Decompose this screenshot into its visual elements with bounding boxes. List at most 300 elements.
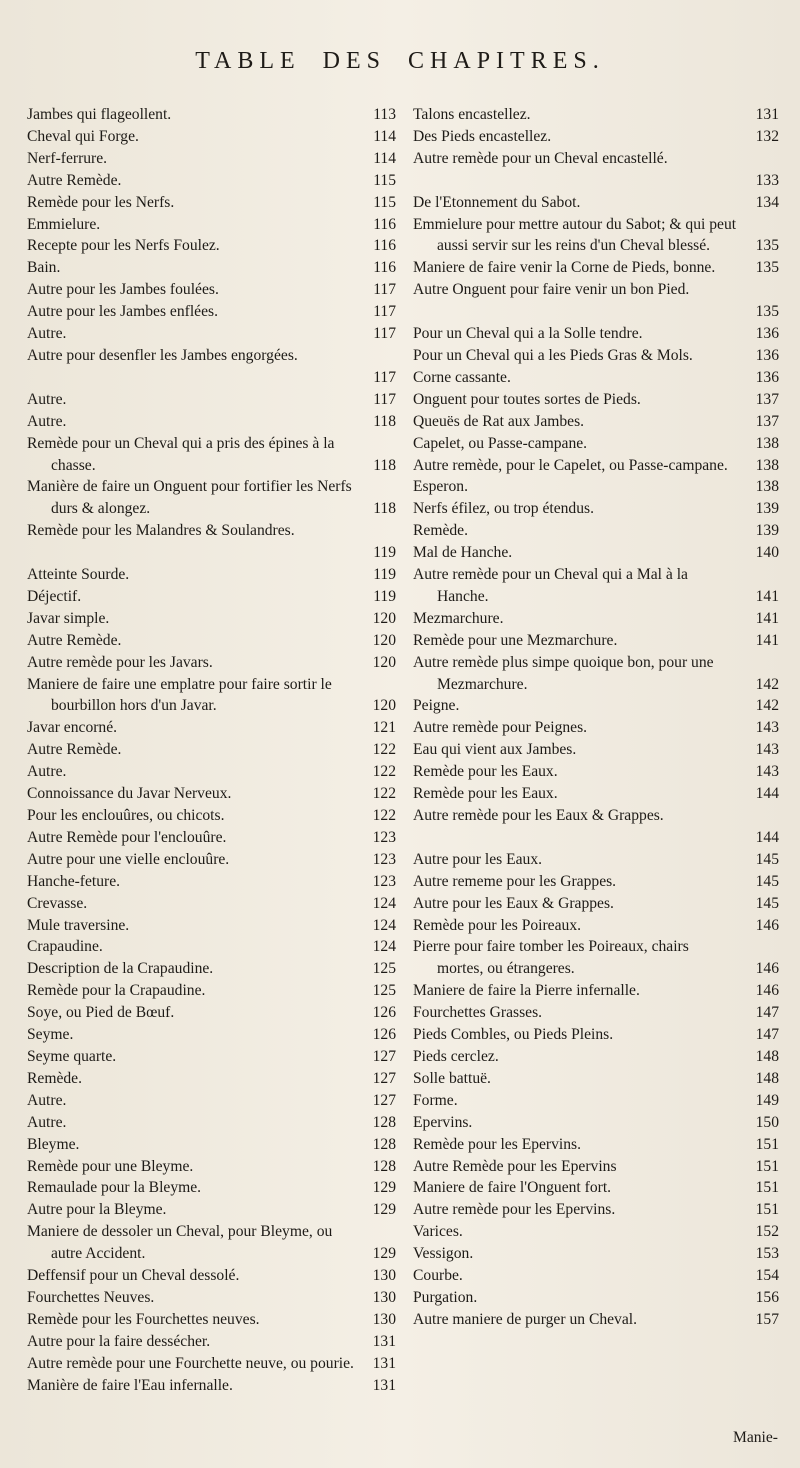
entry-page-number: 153 bbox=[755, 1245, 779, 1263]
toc-entry bbox=[27, 827, 396, 849]
catchword: Manie- bbox=[732, 1429, 778, 1446]
entry-page-number: 117 bbox=[373, 281, 396, 299]
entry-page-number: 128 bbox=[372, 1157, 396, 1175]
entry-title: Seyme. bbox=[27, 1026, 74, 1044]
entry-title: Autre pour desenfler les Jambes engorgées. bbox=[27, 346, 298, 364]
entry-page-number: 145 bbox=[755, 872, 779, 890]
entry-title: Jambes qui flageollent. bbox=[27, 106, 172, 123]
entry-page-number: 116 bbox=[373, 237, 396, 255]
entry-title: Nerf-ferrure. bbox=[27, 149, 108, 167]
entry-title: Atteinte Sourde. bbox=[27, 566, 130, 584]
entry-title: Mezmarchure. bbox=[413, 609, 504, 627]
entry-title: Remède pour les Epervins. bbox=[413, 1135, 582, 1153]
entry-title: Manière de faire un Onguent pour fortifier les Nerfs durs & alongez. bbox=[27, 478, 352, 518]
entry-title: De l'Etonnement du Sabot. bbox=[413, 193, 581, 211]
toc-entry bbox=[413, 630, 779, 652]
entry-page-number: 116 bbox=[373, 215, 396, 233]
entry-title: Eau qui vient aux Jambes. bbox=[413, 741, 577, 759]
entry-page-number: 135 bbox=[755, 259, 779, 277]
entry-title: Javar simple. bbox=[27, 609, 110, 627]
toc-entry bbox=[413, 476, 779, 498]
toc-entry bbox=[27, 871, 396, 893]
toc-entry bbox=[413, 1002, 779, 1024]
toc-entry bbox=[27, 608, 396, 630]
entry-title: Recepte pour les Nerfs Foulez. bbox=[27, 237, 220, 255]
toc-entry bbox=[413, 279, 779, 323]
toc-entry bbox=[413, 148, 779, 192]
toc-entry bbox=[27, 915, 396, 937]
toc-entry bbox=[27, 411, 396, 433]
entry-page-number: 117 bbox=[373, 390, 396, 408]
entry-page-number: 146 bbox=[755, 916, 779, 934]
entry-page-number: 146 bbox=[755, 960, 779, 978]
entry-title: Courbe. bbox=[413, 1267, 463, 1285]
toc-entry bbox=[413, 192, 779, 214]
toc-entry bbox=[27, 564, 396, 586]
toc-entry bbox=[413, 1177, 779, 1199]
entry-page-number: 150 bbox=[755, 1113, 779, 1131]
toc-entry bbox=[27, 739, 396, 761]
entry-title: Pour les enclouûres, ou chicots. bbox=[27, 807, 225, 824]
entry-page-number: 148 bbox=[755, 1047, 779, 1065]
entry-title: Nerfs éfilez, ou trop étendus. bbox=[413, 500, 594, 518]
entry-title: Remède. bbox=[413, 522, 468, 540]
entry-title: Autre Onguent pour faire venir un bon Pied. bbox=[413, 281, 690, 299]
entry-page-number: 148 bbox=[755, 1069, 779, 1087]
toc-entry bbox=[27, 1287, 396, 1309]
entry-title: Autre pour les Jambes foulées. bbox=[27, 281, 219, 299]
entry-page-number: 138 bbox=[755, 478, 779, 496]
toc-entry bbox=[27, 1024, 396, 1046]
entry-page-number: 114 bbox=[373, 149, 396, 167]
entry-page-number: 131 bbox=[372, 1354, 396, 1372]
entry-page-number: 151 bbox=[755, 1201, 779, 1219]
entry-page-number: 145 bbox=[755, 894, 779, 912]
toc-column-left bbox=[27, 104, 396, 1396]
toc-entry bbox=[27, 214, 396, 236]
toc-entry bbox=[413, 893, 779, 915]
entry-page-number: 128 bbox=[372, 1135, 396, 1153]
entry-page-number: 113 bbox=[373, 106, 396, 123]
entry-title: Maniere de faire l'Onguent fort. bbox=[413, 1179, 612, 1197]
entry-page-number: 143 bbox=[755, 763, 779, 781]
toc-entry bbox=[413, 739, 779, 761]
entry-title: Cheval qui Forge. bbox=[27, 127, 139, 145]
entry-page-number: 125 bbox=[372, 982, 396, 1000]
toc-entry bbox=[413, 411, 779, 433]
toc-entry bbox=[27, 170, 396, 192]
toc-entry bbox=[413, 1024, 779, 1046]
entry-title: Soye, ou Pied de Bœuf. bbox=[27, 1004, 175, 1022]
toc-entry bbox=[413, 1265, 779, 1287]
toc-entry bbox=[27, 1199, 396, 1221]
entry-title: Vessigon. bbox=[413, 1245, 474, 1263]
page-header: TABLE DES CHAPITRES. bbox=[195, 48, 605, 74]
toc-entry bbox=[27, 849, 396, 871]
toc-entry bbox=[413, 104, 779, 126]
entry-title: Remède pour les Poireaux. bbox=[413, 916, 582, 934]
entry-title: Remède pour les Fourchettes neuves. bbox=[27, 1310, 260, 1328]
entry-title: Autre. bbox=[27, 1091, 67, 1109]
toc-entry bbox=[27, 1353, 396, 1375]
entry-page-number: 136 bbox=[755, 368, 779, 386]
toc-entry bbox=[27, 893, 396, 915]
toc-entry bbox=[413, 1309, 779, 1331]
entry-title: Autre remède plus simpe quoique bon, pour une Mezmarchure. bbox=[413, 653, 714, 693]
toc-entry bbox=[27, 126, 396, 148]
entry-title: Mule traversine. bbox=[27, 916, 130, 934]
entry-title: Forme. bbox=[413, 1091, 458, 1109]
entry-title: Maniere de dessoler un Cheval, pour Bleyme, ou autre Accident. bbox=[27, 1223, 333, 1263]
toc-entry bbox=[27, 1046, 396, 1068]
entry-title: Autre remède pour un Cheval encastellé. bbox=[413, 149, 668, 167]
toc-entry bbox=[27, 980, 396, 1002]
entry-title: Autre pour une vielle enclouûre. bbox=[27, 850, 230, 868]
toc-entry bbox=[413, 1199, 779, 1221]
entry-title: Epervins. bbox=[413, 1113, 473, 1131]
toc-entry bbox=[413, 389, 779, 411]
entry-title: Autre remède pour les Epervins. bbox=[413, 1201, 616, 1219]
entry-page-number: 115 bbox=[373, 171, 396, 189]
entry-page-number: 151 bbox=[755, 1157, 779, 1175]
toc-entry bbox=[27, 1331, 396, 1353]
entry-page-number: 124 bbox=[372, 894, 396, 912]
entry-page-number: 156 bbox=[755, 1288, 779, 1306]
toc-entry bbox=[413, 1046, 779, 1068]
entry-title: Autre pour la faire dessécher. bbox=[27, 1332, 211, 1350]
entry-page-number: 139 bbox=[755, 500, 779, 518]
entry-title: Autre. bbox=[27, 763, 67, 781]
toc-entry bbox=[413, 455, 779, 477]
toc-entry bbox=[413, 717, 779, 739]
entry-page-number: 122 bbox=[372, 785, 396, 803]
entry-page-number: 135 bbox=[755, 303, 779, 321]
entry-page-number: 140 bbox=[755, 544, 779, 562]
toc-entry bbox=[413, 608, 779, 630]
toc-entry bbox=[413, 936, 779, 980]
entry-page-number: 136 bbox=[755, 325, 779, 343]
entry-title: Autre Remède pour l'enclouûre. bbox=[27, 828, 227, 846]
toc-entry bbox=[413, 323, 779, 345]
entry-title: Remède pour les Eaux. bbox=[413, 785, 558, 803]
entry-page-number: 122 bbox=[372, 763, 396, 781]
toc-entry bbox=[27, 1156, 396, 1178]
toc-entry bbox=[413, 542, 779, 564]
entry-page-number: 116 bbox=[373, 259, 396, 277]
entry-page-number: 126 bbox=[372, 1004, 396, 1022]
entry-title: Talons encastellez. bbox=[413, 106, 531, 123]
entry-title: Purgation. bbox=[413, 1288, 478, 1306]
entry-page-number: 120 bbox=[372, 697, 396, 715]
entry-page-number: 141 bbox=[755, 609, 779, 627]
entry-title: Pour un Cheval qui a les Pieds Gras & Mols. bbox=[413, 346, 693, 364]
entry-page-number: 147 bbox=[755, 1026, 779, 1044]
entry-page-number: 133 bbox=[755, 171, 779, 189]
entry-title: Autre remède pour Peignes. bbox=[413, 719, 588, 737]
entry-title: Pierre pour faire tomber les Poireaux, chairs mortes, ou étrangeres. bbox=[413, 938, 689, 978]
toc-entry bbox=[413, 126, 779, 148]
entry-page-number: 129 bbox=[372, 1179, 396, 1197]
entry-page-number: 117 bbox=[373, 303, 396, 321]
entry-title: Queuës de Rat aux Jambes. bbox=[413, 412, 585, 430]
entry-title: Onguent pour toutes sortes de Pieds. bbox=[413, 390, 641, 408]
entry-page-number: 157 bbox=[755, 1310, 779, 1328]
toc-entry bbox=[27, 630, 396, 652]
toc-entry bbox=[27, 1221, 396, 1265]
toc-entry bbox=[413, 257, 779, 279]
toc-entry bbox=[413, 783, 779, 805]
entry-title: Fourchettes Neuves. bbox=[27, 1288, 155, 1306]
entry-title: Emmielure. bbox=[27, 215, 101, 233]
entry-page-number: 127 bbox=[372, 1091, 396, 1109]
toc-entry bbox=[413, 915, 779, 937]
entry-page-number: 137 bbox=[755, 390, 779, 408]
entry-page-number: 118 bbox=[373, 456, 396, 474]
entry-title: Esperon. bbox=[413, 478, 468, 496]
toc-entry bbox=[27, 1112, 396, 1134]
toc-entry bbox=[27, 783, 396, 805]
entry-page-number: 141 bbox=[755, 587, 779, 605]
entry-page-number: 138 bbox=[755, 456, 779, 474]
entry-title: Remède pour un Cheval qui a pris des épines à la chasse. bbox=[27, 434, 335, 474]
toc-entry bbox=[27, 652, 396, 674]
entry-page-number: 143 bbox=[755, 719, 779, 737]
entry-title: Manière de faire l'Eau infernalle. bbox=[27, 1376, 233, 1394]
entry-page-number: 119 bbox=[373, 544, 396, 562]
entry-title: Déjectif. bbox=[27, 587, 82, 605]
entry-title: Remaulade pour la Bleyme. bbox=[27, 1179, 202, 1197]
entry-title: Remède pour une Bleyme. bbox=[27, 1157, 194, 1175]
entry-page-number: 152 bbox=[755, 1223, 779, 1241]
entry-title: Crapaudine. bbox=[27, 938, 103, 956]
entry-title: Maniere de faire venir la Corne de Pieds, bonne. bbox=[413, 259, 716, 277]
entry-title: Bleyme. bbox=[27, 1135, 80, 1153]
entry-title: Autre remède pour les Javars. bbox=[27, 653, 213, 671]
toc-entry bbox=[413, 980, 779, 1002]
entry-page-number: 144 bbox=[755, 828, 779, 846]
toc-entry bbox=[27, 104, 396, 126]
entry-title: Autre rememe pour les Grappes. bbox=[413, 872, 617, 890]
toc-entry bbox=[27, 1309, 396, 1331]
entry-page-number: 114 bbox=[373, 127, 396, 145]
entry-title: Remède pour les Nerfs. bbox=[27, 193, 175, 211]
entry-title: Pieds cerclez. bbox=[413, 1047, 499, 1065]
entry-page-number: 139 bbox=[755, 522, 779, 540]
entry-page-number: 119 bbox=[373, 566, 396, 584]
entry-page-number: 121 bbox=[372, 719, 396, 737]
entry-title: Autre Remède. bbox=[27, 741, 122, 759]
toc-entry bbox=[27, 674, 396, 718]
toc-entry bbox=[27, 1134, 396, 1156]
entry-page-number: 154 bbox=[755, 1267, 779, 1285]
entry-title: Peigne. bbox=[413, 697, 460, 715]
entry-title: Autre remède pour une Fourchette neuve, ou pourie. bbox=[27, 1354, 354, 1372]
entry-page-number: 145 bbox=[755, 850, 779, 868]
entry-title: Bain. bbox=[27, 259, 61, 277]
toc-entry bbox=[413, 695, 779, 717]
entry-page-number: 127 bbox=[372, 1047, 396, 1065]
toc-entry bbox=[413, 871, 779, 893]
entry-page-number: 149 bbox=[755, 1091, 779, 1109]
entry-page-number: 124 bbox=[372, 938, 396, 956]
entry-page-number: 126 bbox=[372, 1026, 396, 1044]
toc-entry bbox=[27, 717, 396, 739]
toc-entry bbox=[413, 805, 779, 849]
entry-title: Autre. bbox=[27, 325, 67, 343]
entry-title: Deffensif pour un Cheval dessolé. bbox=[27, 1267, 240, 1285]
entry-page-number: 131 bbox=[755, 106, 779, 123]
entry-page-number: 123 bbox=[372, 872, 396, 890]
entry-page-number: 117 bbox=[373, 325, 396, 343]
entry-page-number: 151 bbox=[755, 1179, 779, 1197]
entry-title: Autre Remède pour les Epervins bbox=[413, 1157, 617, 1175]
toc-entry bbox=[27, 958, 396, 980]
toc-entry bbox=[27, 279, 396, 301]
toc-entry bbox=[27, 345, 396, 389]
entry-title: Fourchettes Grasses. bbox=[413, 1004, 543, 1022]
entry-page-number: 128 bbox=[372, 1113, 396, 1131]
entry-page-number: 138 bbox=[755, 434, 779, 452]
entry-title: Capelet, ou Passe-campane. bbox=[413, 434, 588, 452]
entry-title: Autre. bbox=[27, 390, 67, 408]
entry-title: Autre pour les Eaux. bbox=[413, 850, 543, 868]
toc-entry bbox=[27, 1090, 396, 1112]
entry-title: Pour un Cheval qui a la Solle tendre. bbox=[413, 325, 643, 343]
entry-page-number: 144 bbox=[755, 785, 779, 803]
toc-entry bbox=[413, 1287, 779, 1309]
entry-page-number: 120 bbox=[372, 653, 396, 671]
entry-page-number: 142 bbox=[755, 697, 779, 715]
entry-title: Autre pour les Eaux & Grappes. bbox=[413, 894, 614, 912]
entry-title: Autre Remède. bbox=[27, 631, 122, 649]
entry-page-number: 151 bbox=[755, 1135, 779, 1153]
toc-entry bbox=[27, 1177, 396, 1199]
entry-page-number: 135 bbox=[755, 237, 779, 255]
entry-page-number: 132 bbox=[755, 127, 779, 145]
entry-title: Maniere de faire une emplatre pour faire sortir le bourbillon hors d'un Javar. bbox=[27, 675, 332, 715]
toc-entry bbox=[27, 476, 396, 520]
entry-page-number: 122 bbox=[372, 807, 396, 824]
entry-page-number: 119 bbox=[373, 587, 396, 605]
entry-title: Autre pour les Jambes enflées. bbox=[27, 303, 218, 321]
entry-page-number: 120 bbox=[372, 609, 396, 627]
toc-entry bbox=[413, 1243, 779, 1265]
entry-page-number: 131 bbox=[372, 1376, 396, 1394]
entry-title: Remède pour les Eaux. bbox=[413, 763, 558, 781]
entry-title: Des Pieds encastellez. bbox=[413, 127, 552, 145]
toc-entry bbox=[27, 301, 396, 323]
entry-title: Remède pour une Mezmarchure. bbox=[413, 631, 618, 649]
toc-entry bbox=[27, 323, 396, 345]
toc-entry bbox=[27, 235, 396, 257]
toc-entry bbox=[27, 586, 396, 608]
entry-title: Autre pour la Bleyme. bbox=[27, 1201, 167, 1219]
entry-page-number: 129 bbox=[372, 1245, 396, 1263]
toc-entry bbox=[413, 1112, 779, 1134]
entry-title: Seyme quarte. bbox=[27, 1047, 117, 1065]
entry-page-number: 130 bbox=[372, 1267, 396, 1285]
toc-entry bbox=[27, 148, 396, 170]
toc-entry bbox=[413, 367, 779, 389]
entry-page-number: 122 bbox=[372, 741, 396, 759]
toc-entry bbox=[27, 1375, 396, 1397]
entry-page-number: 118 bbox=[373, 412, 396, 430]
entry-title: Description de la Crapaudine. bbox=[27, 960, 214, 978]
toc-entry bbox=[413, 1156, 779, 1178]
entry-page-number: 117 bbox=[373, 368, 396, 386]
toc-entry bbox=[413, 498, 779, 520]
entry-page-number: 115 bbox=[373, 193, 396, 211]
toc-column-right bbox=[413, 104, 779, 1331]
toc-entry bbox=[413, 345, 779, 367]
entry-page-number: 120 bbox=[372, 631, 396, 649]
toc-entry bbox=[413, 761, 779, 783]
toc-entry bbox=[413, 1134, 779, 1156]
entry-title: Autre remède pour les Eaux & Grappes. bbox=[413, 807, 664, 824]
entry-title: Autre remède, pour le Capelet, ou Passe-campane. bbox=[413, 456, 728, 474]
toc-entry bbox=[413, 1068, 779, 1090]
entry-page-number: 147 bbox=[755, 1004, 779, 1022]
entry-title: Solle battuë. bbox=[413, 1069, 491, 1087]
toc-entry bbox=[27, 1002, 396, 1024]
toc-entry bbox=[27, 805, 396, 827]
entry-page-number: 134 bbox=[755, 193, 779, 211]
toc-entry bbox=[413, 849, 779, 871]
entry-title: Corne cassante. bbox=[413, 368, 511, 386]
entry-title: Pieds Combles, ou Pieds Pleins. bbox=[413, 1026, 614, 1044]
entry-title: Autre. bbox=[27, 412, 67, 430]
entry-page-number: 130 bbox=[372, 1310, 396, 1328]
entry-page-number: 137 bbox=[755, 412, 779, 430]
entry-page-number: 125 bbox=[372, 960, 396, 978]
entry-page-number: 123 bbox=[372, 828, 396, 846]
entry-page-number: 141 bbox=[755, 631, 779, 649]
entry-title: Varices. bbox=[413, 1223, 463, 1241]
entry-title: Javar encorné. bbox=[27, 719, 118, 737]
toc-entry bbox=[413, 433, 779, 455]
entry-page-number: 124 bbox=[372, 916, 396, 934]
toc-entry bbox=[27, 1265, 396, 1287]
entry-title: Hanche-feture. bbox=[27, 872, 121, 890]
entry-page-number: 146 bbox=[755, 982, 779, 1000]
toc-entry bbox=[27, 520, 396, 564]
entry-page-number: 127 bbox=[372, 1069, 396, 1087]
entry-page-number: 143 bbox=[755, 741, 779, 759]
entry-title: Mal de Hanche. bbox=[413, 544, 513, 562]
toc-entry bbox=[413, 1221, 779, 1243]
entry-page-number: 131 bbox=[372, 1332, 396, 1350]
toc-entry bbox=[27, 192, 396, 214]
toc-entry bbox=[413, 1090, 779, 1112]
entry-title: Remède. bbox=[27, 1069, 82, 1087]
entry-title: Emmielure pour mettre autour du Sabot; & qui peut aussi servir sur les reins d'un Cheval blessé. bbox=[413, 215, 737, 255]
entry-page-number: 129 bbox=[372, 1201, 396, 1219]
entry-title: Autre remède pour un Cheval qui a Mal à la Hanche. bbox=[413, 566, 688, 605]
toc-entry bbox=[27, 761, 396, 783]
toc-entry bbox=[413, 520, 779, 542]
entry-page-number: 123 bbox=[372, 850, 396, 868]
entry-title: Remède pour la Crapaudine. bbox=[27, 982, 206, 1000]
entry-title: Connoissance du Javar Nerveux. bbox=[27, 785, 232, 803]
entry-title: Autre Remède. bbox=[27, 171, 122, 189]
toc-entry bbox=[413, 214, 779, 258]
toc-entry bbox=[413, 564, 779, 608]
entry-page-number: 118 bbox=[373, 500, 396, 518]
entry-title: Autre maniere de purger un Cheval. bbox=[413, 1310, 638, 1328]
entry-page-number: 130 bbox=[372, 1288, 396, 1306]
entry-page-number: 142 bbox=[755, 675, 779, 693]
toc-entry bbox=[413, 652, 779, 696]
